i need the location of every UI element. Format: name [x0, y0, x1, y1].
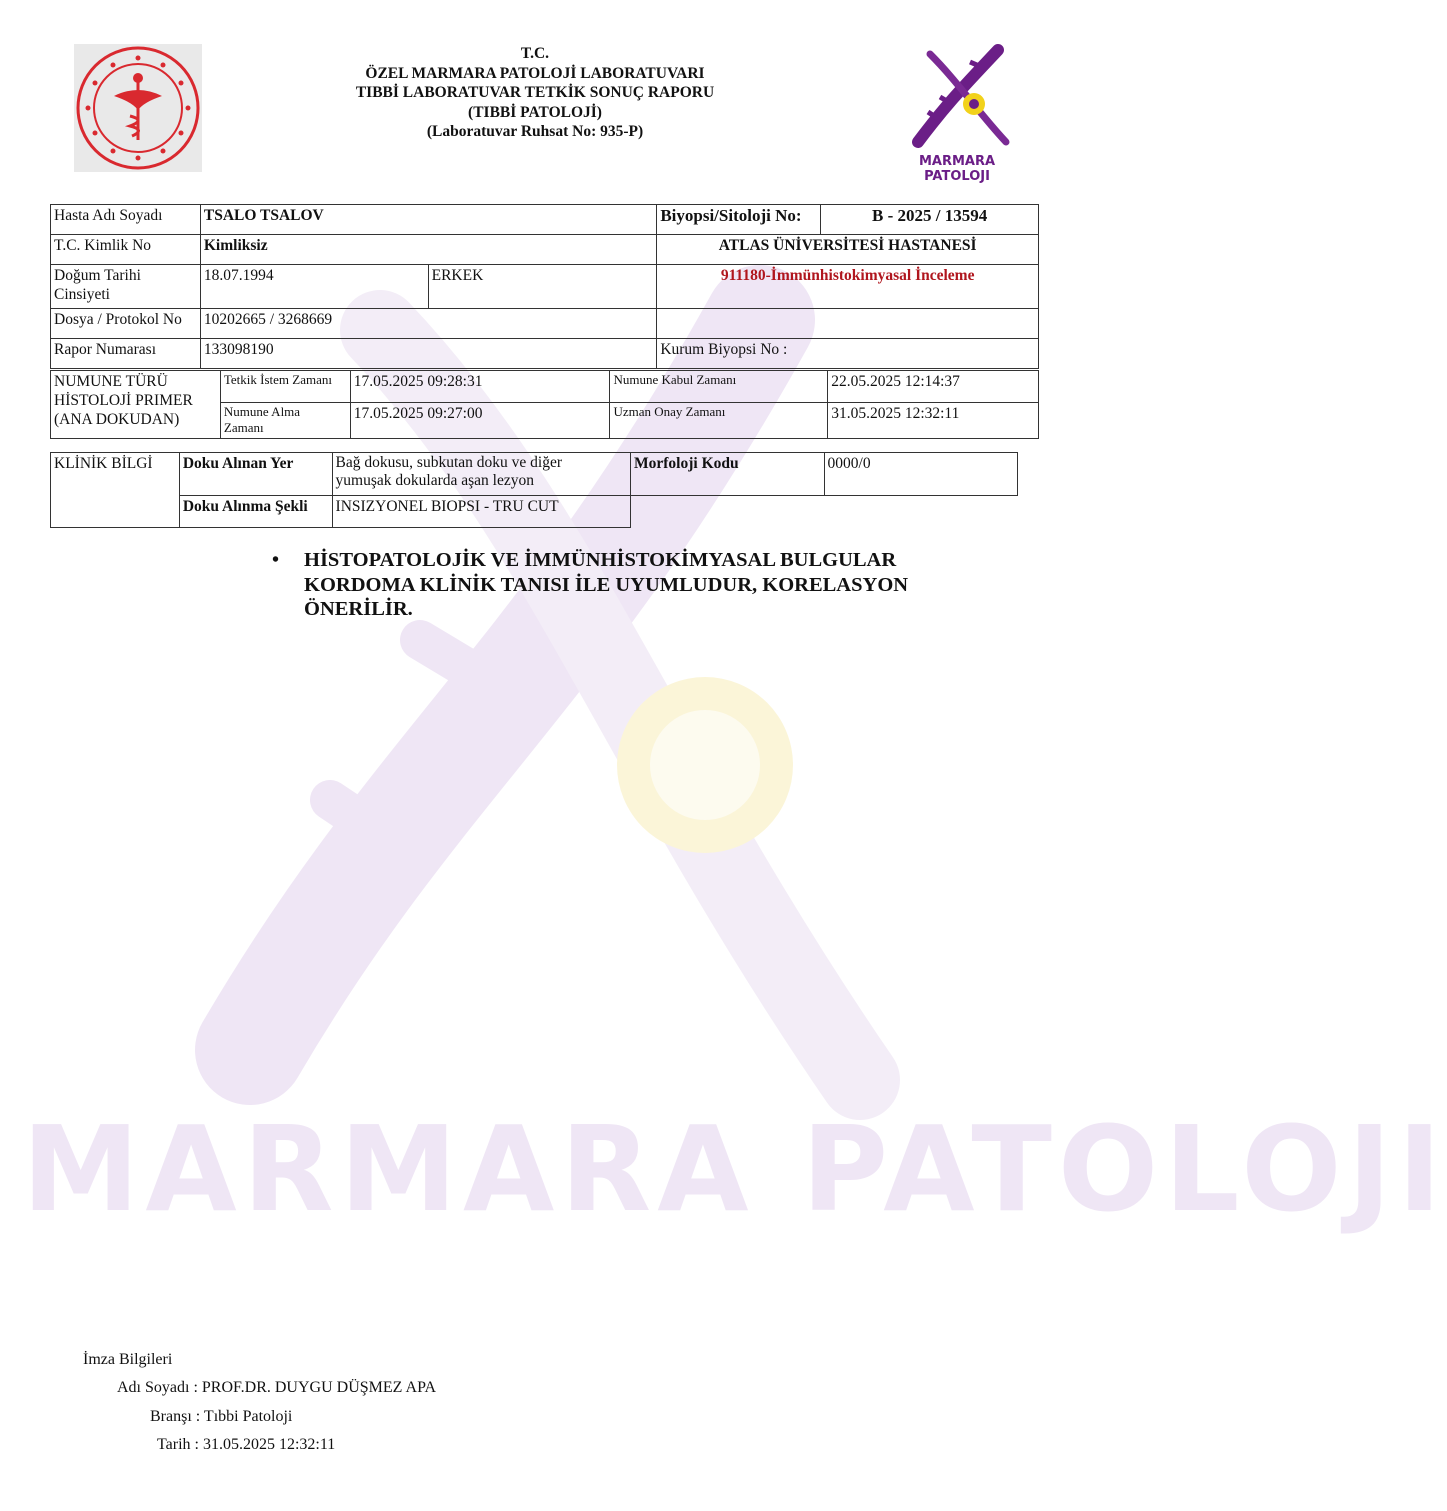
signature-title: İmza Bilgileri: [83, 1351, 173, 1368]
file-value: 10202665 / 3268669: [200, 309, 656, 339]
file-label: Dosya / Protokol No: [51, 309, 201, 339]
test-name: 911180-İmmünhistokimyasal İnceleme: [657, 265, 1039, 309]
tissue-method: INSIZYONEL BIOPSI - TRU CUT: [332, 496, 630, 528]
request-time-label: Tetkik İstem Zamanı: [220, 371, 350, 403]
morphology-code-label: Morfoloji Kodu: [631, 453, 825, 496]
clinical-info-table: [50, 452, 631, 528]
header-line: T.C.: [520, 45, 550, 62]
bullet-icon: •: [272, 549, 280, 571]
header-line: (Laboratuvar Ruhsat No: 935-P): [426, 123, 644, 140]
hospital-name: ATLAS ÜNİVERSİTESİ HASTANESİ: [657, 235, 1039, 265]
watermark-text: MARMARA PATOLOJI: [22, 1100, 1447, 1238]
biopsy-no-label: Biyopsi/Sitoloji No:: [657, 205, 821, 235]
accept-time: 22.05.2025 12:14:37: [828, 371, 1039, 403]
tissue-site-label: Doku Alınan Yer: [179, 453, 332, 496]
header-line: ÖZEL MARMARA PATOLOJİ LABORATUVARI: [365, 64, 705, 82]
morphology-code: 0000/0: [824, 453, 1017, 496]
signer-name: Adı Soyadı : PROF.DR. DUYGU DÜŞMEZ APA: [117, 1379, 437, 1396]
request-time: 17.05.2025 09:28:31: [350, 371, 610, 403]
collection-time: 17.05.2025 09:27:00: [350, 403, 610, 439]
sample-info-table: [50, 370, 1039, 439]
dna-logo-icon: [888, 42, 1026, 152]
dob-value: 18.07.1994: [200, 265, 428, 309]
clinical-info-label: KLİNİK BİLGİ: [51, 453, 180, 528]
patient-info-table: [50, 204, 1039, 369]
signature-date: Tarih : 31.05.2025 12:32:11: [157, 1436, 336, 1453]
finding-text: HİSTOPATOLOJİK VE İMMÜNHİSTOKİMYASAL BULGULAR KORDOMA KLİNİK TANISI İLE UYUMLUDUR, KORELASYON ÖNERİLİR.: [304, 549, 909, 620]
tissue-site: Bağ dokusu, subkutan doku ve diğer yumuşak dokularda aşan lezyon: [332, 453, 630, 496]
empty-cell: [657, 309, 1039, 339]
tc-label: T.C. Kimlik No: [51, 235, 201, 265]
lab-logo: [888, 42, 1026, 184]
institution-biopsy-label: Kurum Biyopsi No :: [657, 339, 1039, 369]
morphology-table: [630, 452, 1018, 496]
header-line: TIBBİ LABORATUVAR TETKİK SONUÇ RAPORU: [355, 84, 715, 101]
tissue-method-label: Doku Alınma Şekli: [179, 496, 332, 528]
lab-logo-text: MARMARA PATOLOJI: [918, 154, 996, 184]
report-header: [310, 44, 760, 142]
header-line: (TIBBİ PATOLOJİ): [468, 103, 602, 121]
dob-gender-label: Doğum Tarihi Cinsiyeti: [51, 265, 201, 309]
report-number-label: Rapor Numarası: [51, 339, 201, 369]
sample-type: NUMUNE TÜRÜ HİSTOLOJİ PRIMER (ANA DOKUDAN): [51, 371, 221, 439]
patient-name-label: Hasta Adı Soyadı: [51, 205, 201, 235]
report-number: 133098190: [200, 339, 656, 369]
approval-time-label: Uzman Onay Zamanı: [610, 403, 828, 439]
signer-branch: Branşı : Tıbbi Patoloji: [150, 1408, 293, 1425]
collection-time-label: Numune Alma Zamanı: [220, 403, 350, 439]
patient-name: TSALO TSALOV: [200, 205, 656, 235]
ministry-seal-logo: [74, 44, 202, 172]
approval-time: 31.05.2025 12:32:11: [828, 403, 1039, 439]
biopsy-no: B - 2025 / 13594: [821, 205, 1039, 235]
tc-value: Kimliksiz: [200, 235, 656, 265]
gender-value: ERKEK: [428, 265, 657, 309]
accept-time-label: Numune Kabul Zamanı: [610, 371, 828, 403]
